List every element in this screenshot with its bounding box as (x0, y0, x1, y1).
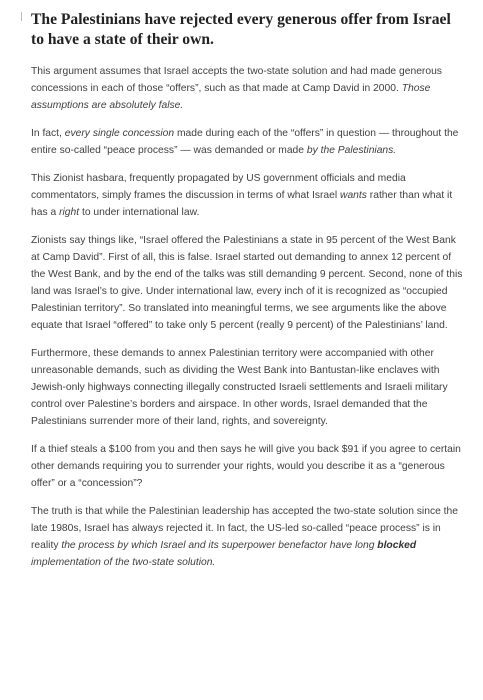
paragraph-3 (31, 170, 465, 221)
heading-text: The Palestinians have rejected every generous offer from Israel to have a state of their own. (31, 11, 451, 48)
heading-marker (21, 12, 22, 21)
paragraph-3-text-c: to under international law. (79, 207, 200, 218)
paragraph-7-text: The truth is that while the Palestinian leadership has accepted the two-state solution since the late 1980s, Israel has always rejected it. In fact, the US-led so-called “peace process” is in reality (31, 506, 458, 551)
paragraph-2 (31, 125, 465, 159)
article-heading (31, 10, 465, 50)
paragraph-2-text-b: made during each of the “offers” in question — throughout the entire so-called “peace process” — was demanded or made (31, 128, 459, 156)
paragraph-5: Furthermore, these demands to annex Palestinian territory were accompanied with other unreasonable demands, such as dividing the West Bank into Bantustan-like enclaves with Jewish-only highways connecting illegally constructed Israeli settlements and Israeli military control over Palestine’s borders and airspace. In other words, Israel demanded that the Palestinians surrender more of their land, rights, and sovereignty. (31, 348, 448, 427)
paragraph-3-text-b: rather than what it has a (31, 190, 453, 218)
paragraph-7-strong-emphasis: blocked (377, 540, 417, 551)
paragraph-3-emphasis-b: right (59, 207, 80, 218)
paragraph-6: If a thief steals a $100 from you and then says he will give you back $91 if you agree to certain other demands requiring you to surrender your rights, would you describe it as a “generous offer” or a “concession”? (31, 444, 461, 489)
paragraph-7-emphasis-a: the process by which Israel and its superpower benefactor have long (61, 540, 378, 551)
paragraph-3-emphasis-a: wants (340, 190, 367, 201)
paragraph-7-emphasis-b: implementation of the two-state solution. (31, 557, 216, 568)
paragraph-2-text-a: In fact, (31, 128, 65, 139)
paragraph-2-emphasis-a: every single concession (64, 128, 175, 139)
paragraph-1-text: This argument assumes that Israel accepts the two-state solution and had made generous concessions in each of those “offers”, such as that made at Camp David in 2000. (31, 66, 442, 94)
paragraph-1-emphasis: Those assumptions are absolutely false. (31, 83, 431, 111)
paragraph-2-emphasis-b: by the Palestinians. (306, 145, 397, 156)
paragraph-1 (31, 63, 465, 114)
paragraph-3-text-a: This Zionist hasbara, frequently propagated by US government officials and media commentators, simply frames the discussion in terms of what Israel (31, 173, 406, 201)
paragraph-7 (31, 503, 465, 571)
paragraph-4: Zionists say things like, “Israel offered the Palestinians a state in 95 percent of the West Bank at Camp David”. First of all, this is false. Israel started out demanding to annex 12 percent of the West Bank, and by the end of the talks was still demanding 9 percent. Second, none of this land was Israel’s to give. Under international law, every inch of it is recognized as “occupied Palestinian territory”. So translated into meaningful terms, we see arguments like the above equate that Israel “offered” to take only 5 percent (really 9 percent) of the Palestinians’ land. (31, 235, 463, 331)
